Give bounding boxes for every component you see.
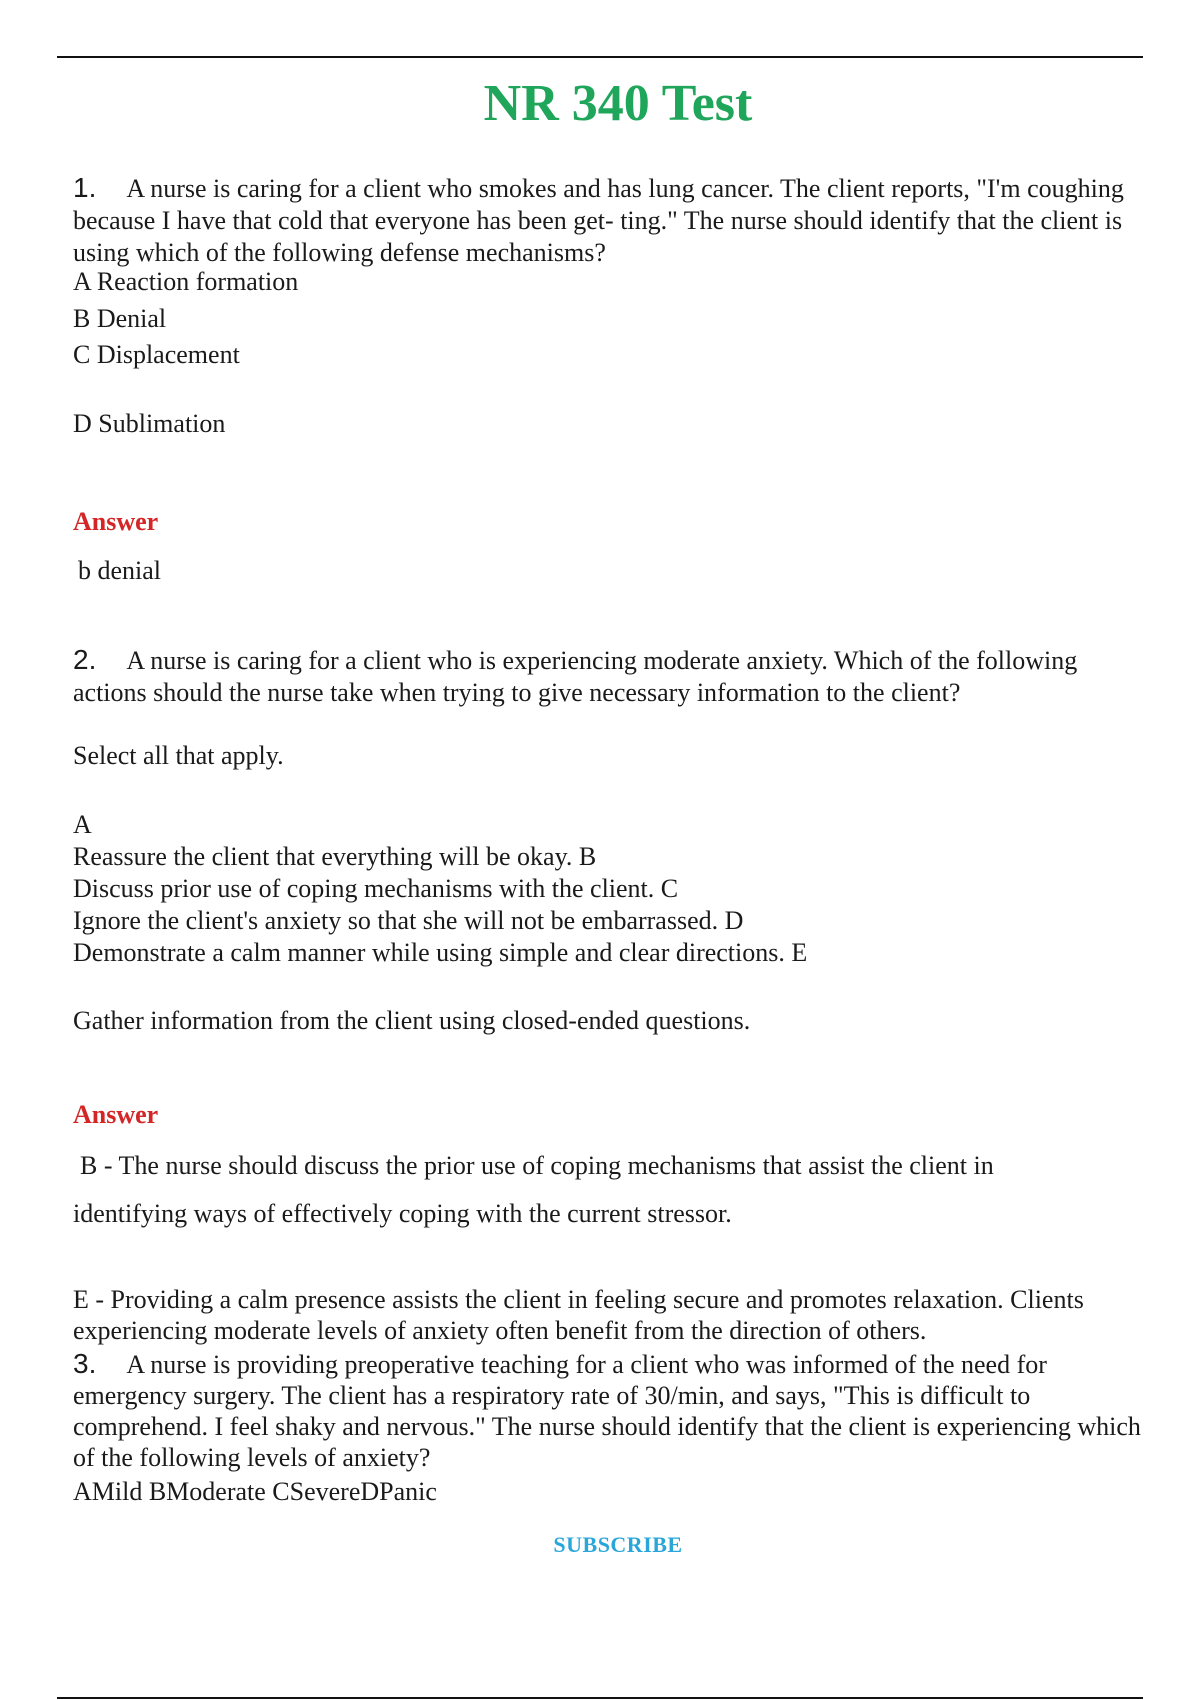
question-text: A nurse is providing preoperative teaching for a client who was informed of the need for emergency surgery. The client has a respiratory rate of 30/min, and says, "This is difficult to comprehend. I feel shaky and nervous." The nurse should identify that the client is experiencing which of the following levels of anxiety? <box>73 1350 1141 1472</box>
q2-option-line: A <box>73 810 92 839</box>
question-text: A nurse is caring for a client who is experiencing moderate anxiety. Which of the following actions should the nurse take when trying to give necessary information to the client? <box>73 646 1078 707</box>
q3-options: AMild BModerate CSevereDPanic <box>73 1477 437 1506</box>
q2-answer-e: E - Providing a calm presence assists the client in feeling secure and promotes relaxation. Clients experiencing moderate levels of anxiety often benefit from the direction of others. <box>73 1285 1084 1345</box>
page-title: NR 340 Test <box>483 75 753 132</box>
q2-option-line: Discuss prior use of coping mechanisms with the client. C <box>73 874 679 903</box>
q1-option-d: D Sublimation <box>73 409 226 438</box>
question-number: 2. <box>73 644 97 675</box>
q1-option-a: A Reaction formation <box>73 267 299 296</box>
question-1 <box>73 172 1153 269</box>
q2-options <box>73 809 1153 969</box>
q2-answer-label: Answer <box>73 1100 159 1129</box>
question-text: A nurse is caring for a client who smokes and has lung cancer. The client reports, "I'm coughing because I have that cold that everyone has been get- ting." The nurse should identify that the client is using which of the following defense mechanisms? <box>73 174 1124 267</box>
bottom-rule <box>57 1697 1143 1699</box>
question-number: 3. <box>73 1348 97 1379</box>
q2-option-line: Reassure the client that everything will be okay. B <box>73 842 597 871</box>
question-3 <box>73 1348 1153 1473</box>
q2-select-all: Select all that apply. <box>73 741 284 770</box>
question-2 <box>73 644 1153 709</box>
q2-answer-b-line1: B - The nurse should discuss the prior use of coping mechanisms that assist the client in <box>80 1151 994 1180</box>
q2-option-line: Demonstrate a calm manner while using simple and clear directions. E <box>73 938 808 967</box>
subscribe-link[interactable]: SUBSCRIBE <box>553 1532 683 1557</box>
q2-option-line: Ignore the client's anxiety so that she will not be embarrassed. D <box>73 906 744 935</box>
q1-option-c: C Displacement <box>73 340 240 369</box>
q1-option-b: B Denial <box>73 304 167 333</box>
question-number: 1. <box>73 172 97 203</box>
top-rule <box>57 56 1143 58</box>
q1-answer-label: Answer <box>73 507 159 536</box>
q2-answer-b-line2: identifying ways of effectively coping with the current stressor. <box>73 1199 732 1228</box>
q1-answer-text: b denial <box>78 556 162 585</box>
q2-option-e: Gather information from the client using closed-ended questions. <box>73 1006 751 1035</box>
